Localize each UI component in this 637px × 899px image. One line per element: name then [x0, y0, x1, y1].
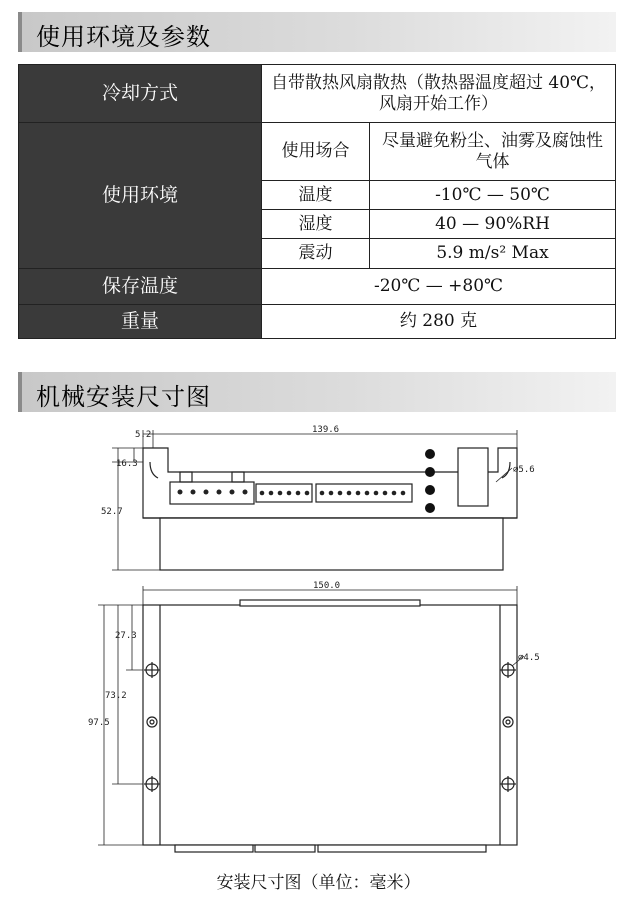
occasion-value: 尽量避免粉尘、油雾及腐蚀性气体	[370, 123, 616, 181]
drawing-caption: 安装尺寸图（单位：毫米）	[216, 873, 421, 893]
dim-hole-dia-front: ⌀4.5	[518, 653, 540, 663]
humidity-label: 湿度	[262, 210, 370, 239]
table-row	[19, 305, 616, 339]
cooling-label: 冷却方式	[19, 65, 262, 123]
dim-hole-dia-top: ⌀5.6	[513, 465, 535, 475]
display-window	[458, 448, 488, 506]
mechanical-drawing	[0, 420, 637, 865]
dim-h1: 27.3	[115, 631, 137, 641]
dim-h3: 97.5	[88, 718, 110, 728]
section-header-environment	[18, 12, 616, 52]
environment-label: 使用环境	[19, 123, 262, 269]
temperature-label: 温度	[262, 181, 370, 210]
front-view	[98, 586, 524, 852]
weight-value: 约 280 克	[262, 305, 616, 339]
dim-height-top: 52.7	[101, 507, 123, 517]
vibration-value: 5.9 m/s² Max	[370, 239, 616, 269]
dim-h2: 73.2	[105, 691, 127, 701]
weight-label: 重量	[19, 305, 262, 339]
vibration-label: 震动	[262, 239, 370, 269]
dim-hole-y: 16.3	[116, 459, 138, 469]
cooling-value: 自带散热风扇散热（散热器温度超过 40℃，风扇开始工作）	[262, 65, 616, 123]
humidity-value: 40 — 90%RH	[370, 210, 616, 239]
temperature-value: -10℃ — 50℃	[370, 181, 616, 210]
dim-offset: 5.2	[135, 430, 152, 440]
table-row	[19, 269, 616, 305]
section-header-mechanical	[18, 372, 616, 412]
storage-label: 保存温度	[19, 269, 262, 305]
section-title: 使用环境及参数	[36, 23, 211, 51]
table-row	[19, 123, 616, 181]
section-title: 机械安装尺寸图	[36, 383, 211, 411]
dim-width-top: 139.6	[312, 425, 340, 435]
top-view	[112, 430, 517, 570]
occasion-label: 使用场合	[262, 123, 370, 181]
storage-value: -20℃ — +80℃	[262, 269, 616, 305]
table-row	[19, 65, 616, 123]
dim-width-front: 150.0	[313, 581, 341, 591]
spec-table	[18, 64, 616, 339]
